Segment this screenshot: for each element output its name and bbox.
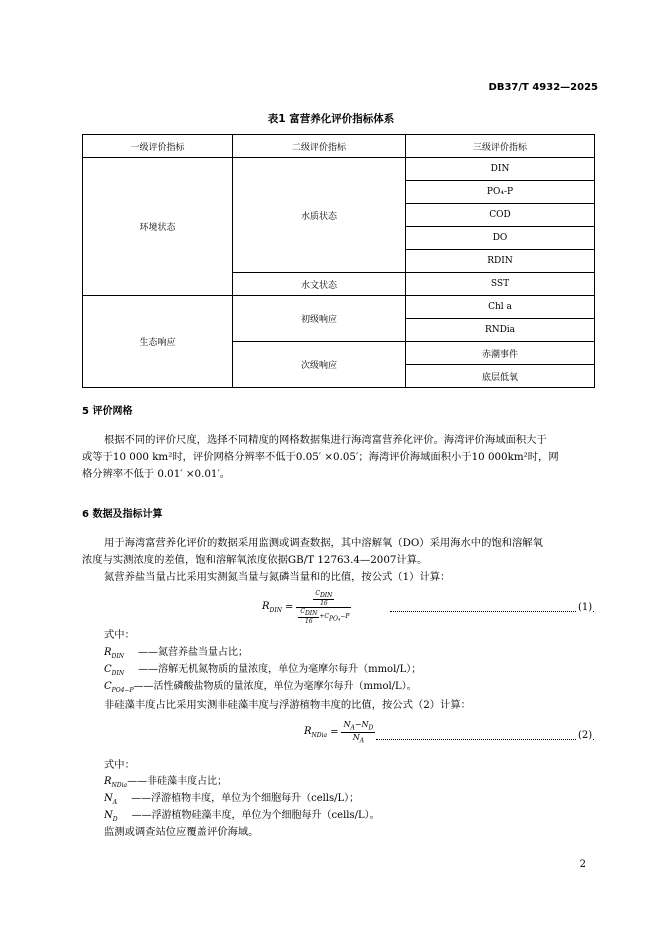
table-row bbox=[83, 158, 595, 181]
symbol: R bbox=[104, 647, 112, 658]
level1-cell: 生态响应 bbox=[83, 296, 233, 388]
symbol: R bbox=[262, 601, 270, 613]
formula-1-fraction bbox=[296, 590, 351, 625]
level3-cell: Chl a bbox=[406, 296, 595, 319]
denominator: 16 bbox=[305, 618, 313, 626]
level2-cell: 水文状态 bbox=[233, 273, 406, 296]
subscript: A bbox=[350, 724, 355, 732]
level3-cell: DO bbox=[406, 227, 595, 250]
section-6-para-line: 非硅藻丰度占比采用实测非硅藻丰度与浮游植物丰度的比值，按公式（2）计算： bbox=[104, 699, 471, 711]
section-6-para-line: 浓度与实测浓度的差值，饱和溶解氧浓度依据GB/T 12763.4—2007计算。 bbox=[82, 554, 428, 566]
level3-cell: 赤潮事件 bbox=[406, 342, 595, 365]
fraction-denominator bbox=[296, 608, 351, 625]
subscript: PO4−P bbox=[111, 687, 134, 694]
section-5-para-line: 根据不同的评价尺度，选择不同精度的网格数据集进行海湾富营养化评价。海湾评价海域面积大于 bbox=[104, 434, 547, 446]
where-label: 式中： bbox=[104, 759, 135, 771]
symbol: R bbox=[104, 776, 112, 787]
subscript: NDia bbox=[311, 731, 328, 739]
subscript: D bbox=[112, 816, 118, 823]
where-label: 式中： bbox=[104, 629, 135, 641]
table-title bbox=[0, 111, 662, 126]
subscript: DIN bbox=[319, 592, 333, 600]
symbol: C bbox=[104, 681, 112, 692]
formula-2-number: (2) bbox=[578, 730, 593, 741]
subscript: A bbox=[112, 799, 118, 806]
indicator-table bbox=[82, 134, 595, 388]
fraction-numerator bbox=[296, 590, 351, 608]
subscript: D bbox=[368, 724, 374, 732]
subscript: A bbox=[359, 737, 365, 745]
section-5-para-line: 或等于10 000 km²时，评价网格分辨率不低于0.05′ ×0.05′；海湾评价海域面积小于10 000km²时，网 bbox=[82, 451, 559, 463]
level3-cell: DIN bbox=[406, 158, 595, 181]
section-6-para-line: 氮营养盐当量占比采用实测氮当量与氮磷当量和的比值，按公式（1）计算： bbox=[104, 571, 451, 583]
level3-cell: SST bbox=[406, 273, 595, 296]
symbol: N bbox=[343, 720, 351, 729]
column-header: 三级评价指标 bbox=[406, 135, 595, 158]
formula-1: $R_{DIN}$ = $\frac{C_{DIN}}{16}$ $\frac{C_{DIN}}{16}$ $+C_{PO_4}-P$ bbox=[262, 590, 350, 626]
definition-text: ——溶解无机氮物质的量浓度，单位为毫摩尔每升（mmol/L）； bbox=[138, 664, 422, 675]
level3-cell: COD bbox=[406, 204, 595, 227]
fraction-denominator bbox=[341, 733, 375, 745]
subscript: DIN bbox=[269, 607, 282, 615]
level1-cell: 环境状态 bbox=[83, 158, 233, 296]
symbol: N bbox=[352, 732, 360, 742]
symbol: R bbox=[304, 725, 312, 737]
section-6-heading: 6 数据及指标计算 bbox=[82, 509, 163, 520]
symbol: N bbox=[104, 793, 113, 804]
formula-2-lhs bbox=[304, 726, 327, 739]
definition-text: ——氮营养盐当量占比； bbox=[137, 647, 248, 658]
symbol: C bbox=[104, 664, 112, 675]
subscript: DIN bbox=[111, 670, 125, 677]
column-header: 一级评价指标 bbox=[83, 135, 233, 158]
section-5-heading: 5 评价网格 bbox=[82, 406, 133, 417]
document-code: DB37/T 4932—2025 bbox=[488, 82, 598, 93]
symbol: C bbox=[300, 608, 305, 616]
subscript: PO₄ bbox=[329, 615, 341, 623]
level3-cell: 底层低氧 bbox=[406, 365, 595, 388]
page-number: 2 bbox=[579, 859, 586, 870]
symbol: −P bbox=[340, 613, 350, 621]
table-row bbox=[83, 296, 595, 319]
level2-cell: 初级响应 bbox=[233, 296, 406, 342]
denominator: 16 bbox=[320, 600, 328, 608]
column-header: 二级评价指标 bbox=[233, 135, 406, 158]
formula-2: $R_{NDia}$ = $\frac{N_A-N_D}{N_A}$ bbox=[304, 720, 374, 745]
definition-text: ——活性磷酸盐物质的量浓度，单位为毫摩尔每升（mmol/L）。 bbox=[133, 681, 417, 692]
level3-cell: PO₄-P bbox=[406, 181, 595, 204]
symbol: N bbox=[104, 810, 113, 821]
table-title-text: 表1 富营养化评价指标体系 bbox=[267, 113, 395, 125]
dot-leader bbox=[390, 611, 594, 612]
dot-leader bbox=[376, 739, 594, 740]
formula-2-fraction bbox=[341, 720, 375, 744]
level3-cell: RNDia bbox=[406, 319, 595, 342]
subscript: NDia bbox=[111, 782, 128, 789]
section-5-para-line: 格分辨率不低于 0.01′ ×0.01′。 bbox=[82, 468, 231, 480]
section-6-para-line: 用于海湾富营养化评价的数据采用监测或调查数据，其中溶解氧（DO）采用海水中的饱和溶解氧 bbox=[104, 537, 543, 549]
definition-text: ——浮游植物丰度，单位为个细胞每升（cells/L）； bbox=[131, 793, 360, 804]
level2-cell: 次级响应 bbox=[233, 342, 406, 388]
fraction-numerator bbox=[341, 720, 375, 733]
level3-cell: RDIN bbox=[406, 250, 595, 273]
formula-1-number: (1) bbox=[578, 602, 593, 613]
definition-text: ——非硅藻丰度占比； bbox=[127, 776, 228, 787]
symbol: C bbox=[315, 590, 320, 597]
level2-cell: 水质状态 bbox=[233, 158, 406, 273]
symbol: +C bbox=[319, 613, 330, 621]
subscript: DIN bbox=[304, 610, 318, 618]
section-6-para-line: 监测或调查站位应覆盖评价海域。 bbox=[104, 826, 259, 838]
table-header-row bbox=[83, 135, 595, 158]
symbol: −N bbox=[354, 720, 369, 729]
subscript: DIN bbox=[111, 653, 124, 660]
definition-text: ——浮游植物硅藻丰度，单位为个细胞每升（cells/L）。 bbox=[131, 810, 380, 821]
formula-1-lhs bbox=[262, 601, 282, 614]
